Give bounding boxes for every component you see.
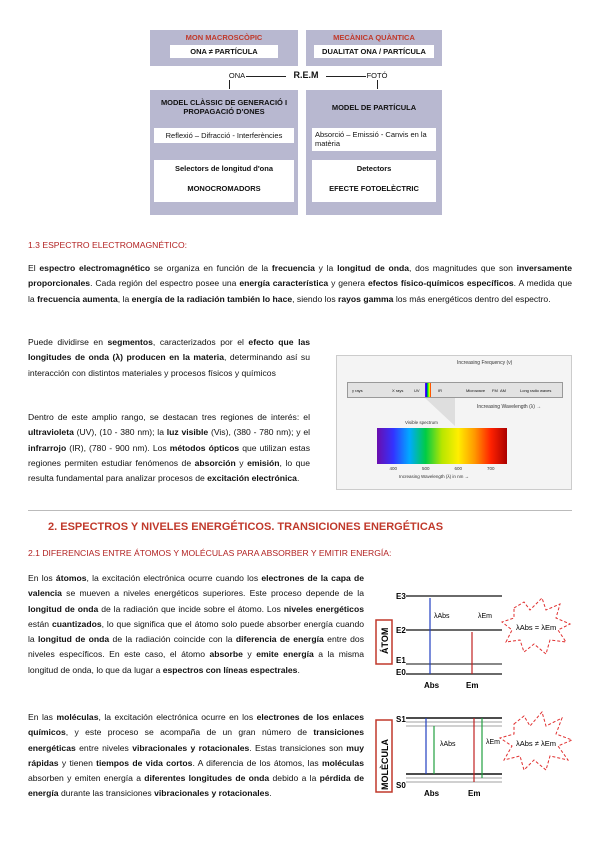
foto-arrow — [377, 80, 378, 89]
paragraph-segments: Puede dividirse en segmentos, caracterizados por el efecto que las longitudes de onda (λ) producen en la materia, determinando así su interacción con distintos materiales y procesos físicos y químicos — [28, 337, 311, 378]
burst-notequal-text: λAbs ≠ λEm — [516, 739, 556, 748]
lambda-abs: λAbs — [434, 613, 450, 620]
left-phenomena: Reflexió – Difracció - Interferències — [154, 128, 294, 143]
section-13-title: 1.3 ESPECTRO ELECTROMAGNÉTICO: — [28, 240, 188, 250]
section-21-title: 2.1 DIFERENCIAS ENTRE ÁTOMOS Y MOLÉCULAS PARA ABSORBER Y EMITIR ENERGÍA: — [28, 548, 392, 558]
vis-tick-500: 500 — [421, 466, 430, 471]
freq-label: Increasing Frequency (ν) — [457, 360, 513, 366]
vis-tick-400: 400 — [389, 466, 397, 471]
left-selector: Selectors de longitud d'ona — [174, 164, 274, 173]
rem-line-left — [246, 76, 286, 77]
vis-tick-600: 600 — [454, 466, 462, 471]
band-long-radio: Long radio waves — [520, 388, 552, 393]
paragraph-molecules: En las moléculas, la excitación electrónica ocurre en los electrones de los enlaces químicos, y este proceso se acompaña de un gran número de transiciones energéticas entre niveles vibracionales y rotacionales. Estas transiciones son muy rápidas y tienen tiempos de vida cortos. A diferencia de los átomos, las moléculas absorben y emiten energía a diferentes longitudes de onda debido a la pérdida de energía durante las transiciones vibracionales y rotacionales. — [28, 712, 364, 799]
abs-label: Abs — [424, 681, 440, 690]
right-sub: DUALITAT ONA / PARTÍCULA — [314, 45, 434, 58]
em-label: Em — [466, 681, 479, 690]
atom-label: ÁTOM — [380, 627, 390, 654]
em-band-bar — [347, 382, 563, 398]
lambda-em: λEm — [478, 613, 492, 620]
mol-lambda-em: λEm — [486, 739, 500, 746]
label-s1: S1 — [396, 715, 406, 724]
atom-energy-diagram — [374, 580, 574, 696]
right-header: MECÀNICA QUÀNTICA — [333, 33, 415, 42]
section-divider — [28, 510, 572, 511]
band-xray: X rays — [392, 388, 404, 393]
molecule-energy-diagram — [374, 704, 574, 820]
visible-spectrum — [377, 428, 507, 464]
label-s0: S0 — [396, 781, 406, 790]
model-left: MODEL CLÀSSIC DE GENERACIÓ I PROPAGACIÓ D'ONES — [160, 98, 288, 117]
visible-label: Visible spectrum — [405, 420, 438, 425]
band-fm: FM — [492, 388, 498, 393]
label-e1: E1 — [396, 656, 406, 665]
right-phenomena: Absorció – Emissió - Canvis en la matèria — [312, 128, 436, 151]
band-ir: IR — [438, 388, 442, 393]
model-right: MODEL DE PARTÍCULA — [331, 103, 417, 112]
band-visible — [425, 383, 431, 397]
band-uv: UV — [414, 388, 420, 393]
paragraph-spectrum: El espectro electromagnético se organiza en función de la frecuencia y la longitud de onda, dos magnitudes que son inversamente proporcionales. Cada región del espectro posee una energía característica y genera efectos físico-químicos específicos. A medida que la frecuencia aumenta, la energía de la radiación también lo hace, siendo los rayos gamma los más energéticos dentro del espectro. — [28, 263, 573, 304]
mol-em-label: Em — [468, 789, 481, 798]
left-sub: ONA ≠ PARTÍCULA — [170, 45, 278, 58]
mol-abs-label: Abs — [424, 789, 440, 798]
left-mono: MONOCROMADORS — [187, 184, 261, 193]
spectrum-figure — [336, 355, 572, 490]
band-gamma: γ rays — [352, 388, 363, 393]
ona-arrow — [229, 80, 230, 89]
vis-ticks — [377, 466, 507, 471]
right-detectors: Detectors — [356, 164, 392, 173]
band-am: AM — [500, 388, 506, 393]
rem-line-right — [326, 76, 366, 77]
rem-label: R.E.M — [293, 70, 319, 80]
ona-label: ONA — [228, 71, 246, 80]
label-e3: E3 — [396, 592, 406, 601]
left-header: MON MACROSCÒPIC — [185, 33, 263, 42]
foto-label: FOTÓ — [366, 71, 388, 80]
label-e2: E2 — [396, 626, 406, 635]
vis-wl-label: Increasing Wavelength (λ) in nm → — [399, 474, 470, 479]
band-microwave: Microwave — [466, 388, 486, 393]
right-effect: EFECTE FOTOELÈCTRIC — [329, 184, 419, 193]
burst-equal-text: λAbs = λEm — [516, 623, 557, 632]
paragraph-regions: Dentro de este amplio rango, se destacan tres regiones de interés: el ultravioleta (UV), (10 - 380 nm); la luz visible (Vis), (380 - 780 nm); y el infrarrojo (IR), (780 - 900 nm). Los métodos ópticos que utilizan estas regiones permiten estudiar fenómenos de absorción y emisión, lo que resulta fundamental para analizar procesos de excitación electrónica. — [28, 412, 311, 484]
paragraph-atoms: En los átomos, la excitación electrónica ocurre cuando los electrones de la capa de valencia se mueven a niveles energéticos superiores. Este proceso depende de la longitud de onda de la radiación que incide sobre el átomo. Los niveles energéticos están cuantizados, lo que significa que el átomo solo puede absorber energía cuando la longitud de onda de la radiación coincide con la diferencia de energía entre dos niveles específicos. En este caso, el átomo absorbe y emite energía a la misma longitud de onda, lo que da lugar a espectros con líneas espectrales. — [28, 573, 364, 675]
wl-label: Increasing Wavelength (λ) → — [477, 404, 542, 410]
section-2-title: 2. ESPECTROS Y NIVELES ENERGÉTICOS. TRANSICIONES ENERGÉTICAS — [48, 521, 444, 533]
mol-lambda-abs: λAbs — [440, 741, 456, 748]
vis-tick-700: 700 — [486, 466, 495, 471]
molecule-label: MOLÈCULA — [380, 739, 390, 790]
label-e0: E0 — [396, 668, 406, 677]
